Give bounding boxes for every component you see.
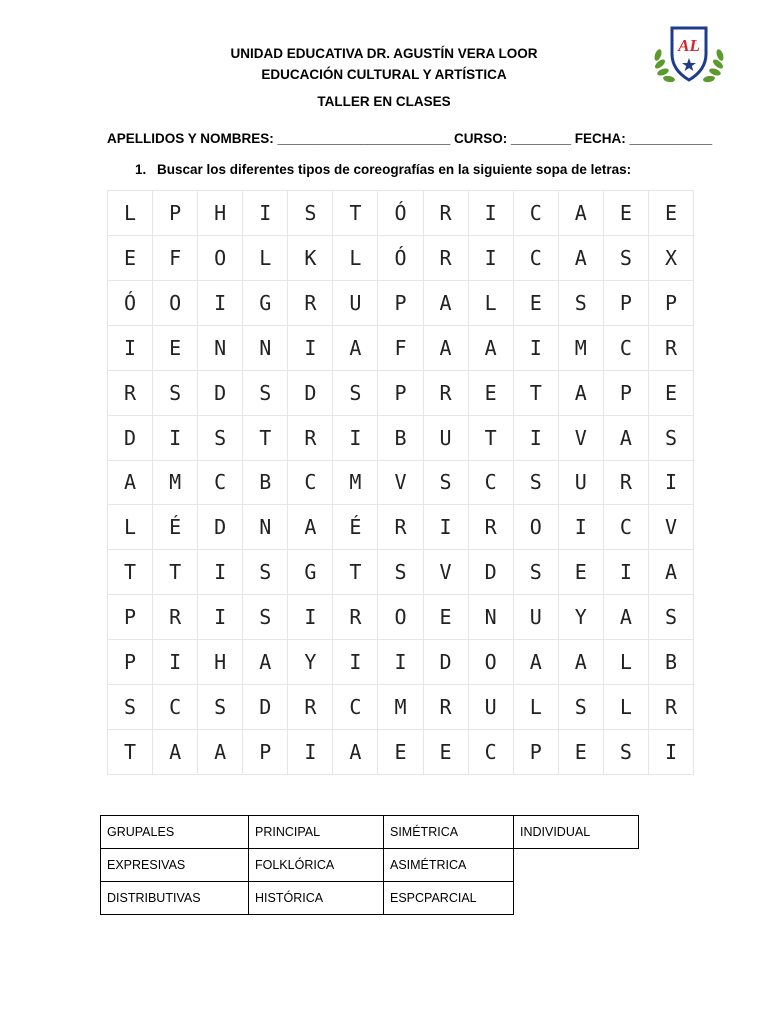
letter-cell: R: [469, 505, 514, 550]
letter-cell: R: [424, 371, 469, 416]
letter-cell: A: [559, 236, 604, 281]
letter-cell: C: [333, 685, 378, 730]
letter-cell: D: [243, 685, 288, 730]
letter-cell: E: [514, 281, 559, 326]
empty-cell: [514, 882, 639, 915]
letter-cell: S: [604, 236, 649, 281]
letter-cell: A: [649, 550, 694, 595]
letter-cell: R: [649, 326, 694, 371]
word-list-table: [100, 815, 639, 915]
letter-cell: P: [649, 281, 694, 326]
letter-cell: S: [514, 550, 559, 595]
letter-cell: A: [559, 191, 604, 236]
word-search-grid: [107, 190, 694, 775]
letter-cell: S: [153, 371, 198, 416]
letter-cell: R: [153, 595, 198, 640]
letter-cell: A: [333, 730, 378, 775]
letter-cell: T: [153, 550, 198, 595]
letter-cell: P: [153, 191, 198, 236]
letter-cell: A: [604, 416, 649, 461]
letter-cell: E: [424, 595, 469, 640]
letter-cell: S: [198, 685, 243, 730]
letter-cell: A: [153, 730, 198, 775]
subject-name: EDUCACIÓN CULTURAL Y ARTÍSTICA: [261, 67, 507, 82]
letter-cell: S: [559, 281, 604, 326]
letter-cell: I: [333, 640, 378, 685]
letter-cell: S: [333, 371, 378, 416]
letter-cell: R: [424, 191, 469, 236]
letter-cell: U: [424, 416, 469, 461]
instruction-number: 1.: [135, 162, 147, 177]
letter-cell: U: [469, 685, 514, 730]
letter-cell: A: [604, 595, 649, 640]
letter-cell: Ó: [378, 191, 423, 236]
letter-cell: T: [514, 371, 559, 416]
letter-cell: A: [333, 326, 378, 371]
letter-cell: C: [469, 461, 514, 506]
letter-cell: S: [649, 416, 694, 461]
letter-cell: I: [198, 595, 243, 640]
letter-cell: S: [198, 416, 243, 461]
letter-cell: E: [649, 191, 694, 236]
letter-cell: M: [333, 461, 378, 506]
letter-cell: O: [514, 505, 559, 550]
letter-cell: H: [198, 640, 243, 685]
letter-cell: G: [243, 281, 288, 326]
letter-cell: E: [604, 191, 649, 236]
letter-cell: R: [649, 685, 694, 730]
letter-cell: I: [288, 730, 333, 775]
letter-cell: A: [108, 461, 153, 506]
empty-cell: [514, 849, 639, 882]
word-list-row: [101, 882, 639, 915]
letter-cell: H: [198, 191, 243, 236]
letter-cell: R: [424, 685, 469, 730]
letter-cell: T: [469, 416, 514, 461]
letter-cell: R: [424, 236, 469, 281]
letter-cell: R: [288, 281, 333, 326]
logo-text: AL: [678, 36, 700, 55]
letter-cell: I: [243, 191, 288, 236]
letter-cell: I: [604, 550, 649, 595]
word-cell: INDIVIDUAL: [514, 816, 639, 849]
word-cell: EXPRESIVAS: [101, 849, 249, 882]
letter-cell: A: [469, 326, 514, 371]
word-cell: PRINCIPAL: [249, 816, 384, 849]
letter-cell: S: [604, 730, 649, 775]
letter-cell: M: [153, 461, 198, 506]
letter-cell: B: [243, 461, 288, 506]
letter-cell: N: [243, 505, 288, 550]
letter-cell: P: [604, 371, 649, 416]
letter-cell: T: [108, 730, 153, 775]
word-cell: ASIMÉTRICA: [384, 849, 514, 882]
word-cell: HISTÓRICA: [249, 882, 384, 915]
letter-cell: P: [243, 730, 288, 775]
letter-cell: I: [649, 461, 694, 506]
letter-cell: K: [288, 236, 333, 281]
word-cell: GRUPALES: [101, 816, 249, 849]
letter-cell: R: [604, 461, 649, 506]
letter-cell: T: [333, 550, 378, 595]
letter-cell: P: [378, 371, 423, 416]
letter-cell: I: [559, 505, 604, 550]
letter-cell: C: [514, 236, 559, 281]
letter-cell: I: [469, 191, 514, 236]
letter-cell: N: [198, 326, 243, 371]
letter-cell: E: [559, 550, 604, 595]
letter-cell: I: [198, 281, 243, 326]
letter-cell: A: [288, 505, 333, 550]
letter-cell: Ó: [378, 236, 423, 281]
word-cell: DISTRIBUTIVAS: [101, 882, 249, 915]
letter-cell: I: [108, 326, 153, 371]
letter-cell: U: [333, 281, 378, 326]
letter-cell: E: [378, 730, 423, 775]
letter-cell: E: [559, 730, 604, 775]
letter-cell: T: [243, 416, 288, 461]
letter-cell: C: [514, 191, 559, 236]
school-logo: [650, 24, 728, 88]
letter-cell: V: [424, 550, 469, 595]
letter-cell: S: [243, 550, 288, 595]
letter-cell: C: [604, 505, 649, 550]
letter-cell: L: [333, 236, 378, 281]
letter-cell: M: [378, 685, 423, 730]
letter-cell: I: [198, 550, 243, 595]
letter-cell: D: [288, 371, 333, 416]
letter-cell: U: [514, 595, 559, 640]
letter-cell: A: [424, 326, 469, 371]
letter-cell: M: [559, 326, 604, 371]
letter-cell: P: [378, 281, 423, 326]
letter-cell: L: [469, 281, 514, 326]
letter-cell: I: [514, 416, 559, 461]
letter-cell: P: [108, 640, 153, 685]
letter-cell: D: [469, 550, 514, 595]
letter-cell: I: [378, 640, 423, 685]
letter-cell: É: [153, 505, 198, 550]
letter-cell: A: [243, 640, 288, 685]
activity-title: TALLER EN CLASES: [317, 94, 451, 109]
letter-cell: R: [108, 371, 153, 416]
letter-cell: L: [108, 505, 153, 550]
letter-cell: I: [288, 326, 333, 371]
letter-cell: L: [514, 685, 559, 730]
letter-cell: V: [649, 505, 694, 550]
letter-cell: B: [649, 640, 694, 685]
letter-cell: F: [378, 326, 423, 371]
letter-cell: N: [243, 326, 288, 371]
letter-cell: P: [514, 730, 559, 775]
letter-cell: I: [333, 416, 378, 461]
word-cell: SIMÉTRICA: [384, 816, 514, 849]
letter-cell: I: [153, 416, 198, 461]
letter-cell: A: [424, 281, 469, 326]
letter-cell: I: [288, 595, 333, 640]
letter-cell: E: [649, 371, 694, 416]
letter-cell: D: [198, 371, 243, 416]
letter-cell: R: [378, 505, 423, 550]
letter-cell: X: [649, 236, 694, 281]
letter-cell: Y: [559, 595, 604, 640]
letter-cell: T: [108, 550, 153, 595]
student-info-line: APELLIDOS Y NOMBRES: _______________________ CURSO: ________ FECHA: ___________: [107, 131, 713, 146]
letter-cell: D: [108, 416, 153, 461]
instruction: [135, 162, 631, 177]
letter-cell: T: [333, 191, 378, 236]
letter-cell: L: [604, 640, 649, 685]
letter-cell: I: [469, 236, 514, 281]
school-name: UNIDAD EDUCATIVA DR. AGUSTÍN VERA LOOR: [230, 46, 538, 61]
letter-cell: I: [424, 505, 469, 550]
letter-cell: P: [108, 595, 153, 640]
letter-cell: I: [514, 326, 559, 371]
letter-cell: E: [469, 371, 514, 416]
letter-cell: B: [378, 416, 423, 461]
letter-cell: V: [378, 461, 423, 506]
letter-cell: C: [153, 685, 198, 730]
letter-cell: O: [198, 236, 243, 281]
letter-cell: A: [559, 640, 604, 685]
letter-cell: C: [288, 461, 333, 506]
letter-cell: É: [333, 505, 378, 550]
letter-cell: D: [424, 640, 469, 685]
letter-cell: R: [333, 595, 378, 640]
letter-cell: V: [559, 416, 604, 461]
letter-cell: S: [514, 461, 559, 506]
letter-cell: S: [378, 550, 423, 595]
letter-cell: E: [108, 236, 153, 281]
letter-cell: A: [514, 640, 559, 685]
letter-cell: S: [108, 685, 153, 730]
letter-cell: E: [153, 326, 198, 371]
word-list-row: [101, 816, 639, 849]
letter-cell: C: [469, 730, 514, 775]
letter-cell: A: [559, 371, 604, 416]
letter-cell: S: [288, 191, 333, 236]
letter-cell: I: [649, 730, 694, 775]
letter-cell: I: [153, 640, 198, 685]
letter-cell: O: [153, 281, 198, 326]
letter-cell: R: [288, 685, 333, 730]
letter-cell: C: [604, 326, 649, 371]
letter-cell: E: [424, 730, 469, 775]
letter-cell: G: [288, 550, 333, 595]
letter-cell: O: [378, 595, 423, 640]
letter-cell: A: [198, 730, 243, 775]
letter-cell: Ó: [108, 281, 153, 326]
letter-cell: C: [198, 461, 243, 506]
letter-cell: D: [198, 505, 243, 550]
letter-cell: Y: [288, 640, 333, 685]
letter-cell: S: [424, 461, 469, 506]
letter-cell: S: [649, 595, 694, 640]
letter-cell: S: [243, 595, 288, 640]
letter-cell: N: [469, 595, 514, 640]
letter-cell: S: [243, 371, 288, 416]
letter-cell: L: [108, 191, 153, 236]
letter-cell: U: [559, 461, 604, 506]
letter-cell: O: [469, 640, 514, 685]
letter-cell: S: [559, 685, 604, 730]
word-list-row: [101, 849, 639, 882]
letter-cell: R: [288, 416, 333, 461]
instruction-text: Buscar los diferentes tipos de coreografías en la siguiente sopa de letras:: [157, 162, 632, 177]
word-cell: FOLKLÓRICA: [249, 849, 384, 882]
letter-cell: L: [604, 685, 649, 730]
word-cell: ESPCPARCIAL: [384, 882, 514, 915]
letter-cell: P: [604, 281, 649, 326]
letter-cell: F: [153, 236, 198, 281]
letter-cell: L: [243, 236, 288, 281]
